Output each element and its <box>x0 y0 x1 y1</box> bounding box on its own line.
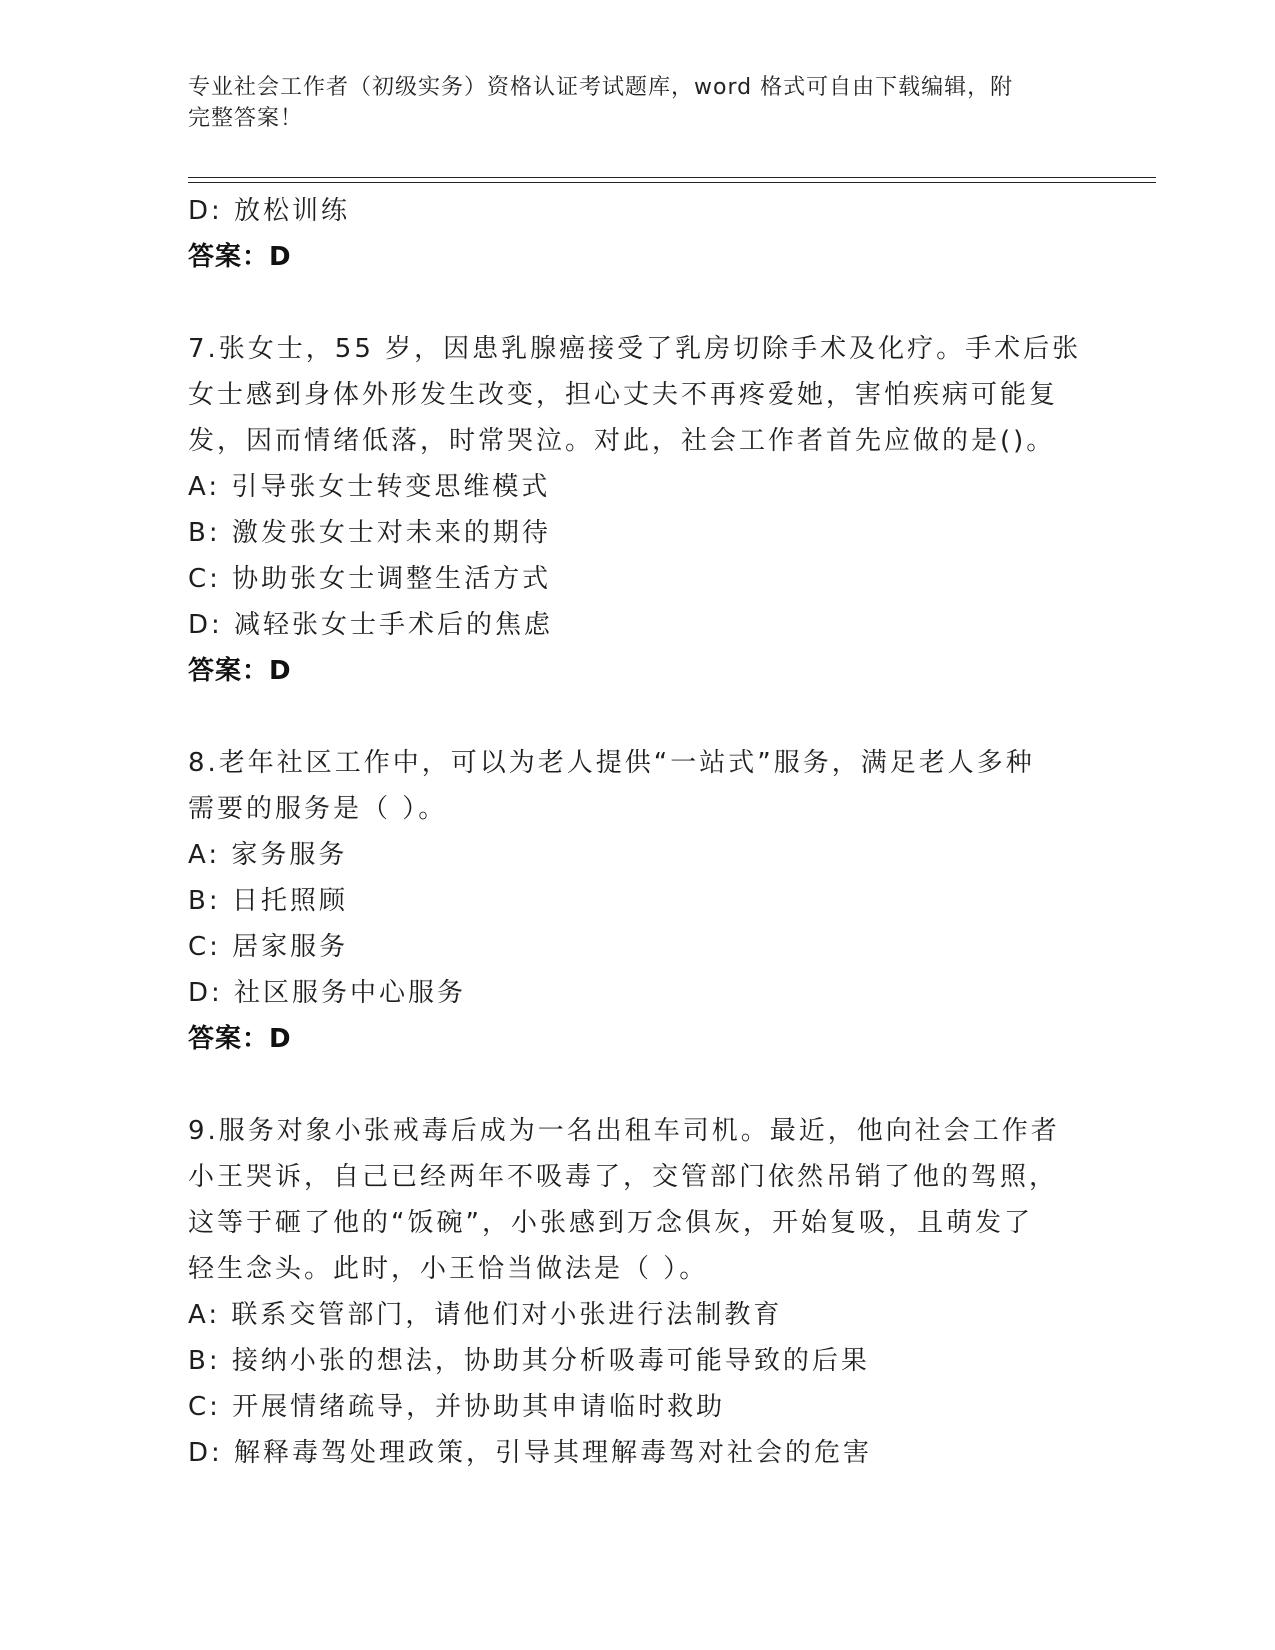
spacer <box>188 280 1088 326</box>
question-7 <box>188 326 1088 694</box>
answer-line: 答案：D <box>188 656 292 686</box>
option-a: A: 家务服务 <box>188 840 348 870</box>
question-stem-line: 这等于砸了他的“饭碗”，小张感到万念俱灰，开始复吸，且萌发了 <box>188 1208 1033 1238</box>
option-c: C: 协助张女士调整生活方式 <box>188 564 552 594</box>
option-d: D: 解释毒驾处理政策，引导其理解毒驾对社会的危害 <box>188 1438 873 1468</box>
header-line-2: 完整答案！ <box>188 106 304 131</box>
question-content <box>188 188 1088 1476</box>
question-6-fragment <box>188 188 1088 280</box>
question-stem-line: 7.张女士，55 岁，因患乳腺癌接受了乳房切除手术及化疗。手术后张 <box>188 334 1082 364</box>
header-divider-bottom <box>188 182 1156 183</box>
spacer <box>188 1062 1088 1108</box>
page-header <box>188 72 1068 134</box>
header-divider-top <box>188 177 1156 178</box>
question-stem-line: 小王哭诉，自己已经两年不吸毒了，交管部门依然吊销了他的驾照， <box>188 1162 1059 1192</box>
option-c: C: 居家服务 <box>188 932 349 962</box>
option-d: D: 减轻张女士手术后的焦虑 <box>188 610 554 640</box>
option-b: B: 激发张女士对未来的期待 <box>188 518 551 548</box>
answer-line: 答案：D <box>188 1024 292 1054</box>
option-a: A: 引导张女士转变思维模式 <box>188 472 551 502</box>
option-d: D: 放松训练 <box>188 196 351 226</box>
option-d: D: 社区服务中心服务 <box>188 978 467 1008</box>
option-a: A: 联系交管部门，请他们对小张进行法制教育 <box>188 1300 783 1330</box>
question-stem-line: 9.服务对象小张戒毒后成为一名出租车司机。最近，他向社会工作者 <box>188 1116 1060 1146</box>
question-stem-line: 女士感到身体外形发生改变，担心丈夫不再疼爱她，害怕疾病可能复 <box>188 380 1059 410</box>
answer-line: 答案：D <box>188 242 292 272</box>
option-b: B: 接纳小张的想法，协助其分析吸毒可能导致的后果 <box>188 1346 870 1376</box>
header-line-1: 专业社会工作者（初级实务）资格认证考试题库，word 格式可自由下载编辑，附 <box>188 75 1014 100</box>
question-stem-line: 发，因而情绪低落，时常哭泣。对此，社会工作者首先应做的是()。 <box>188 426 1056 456</box>
option-c: C: 开展情绪疏导，并协助其申请临时救助 <box>188 1392 726 1422</box>
question-8 <box>188 740 1088 1062</box>
question-stem-line: 8.老年社区工作中，可以为老人提供“一站式”服务，满足老人多种 <box>188 748 1035 778</box>
question-9 <box>188 1108 1088 1476</box>
question-stem-line: 需要的服务是（ ）。 <box>188 794 448 824</box>
option-b: B: 日托照顾 <box>188 886 348 916</box>
spacer <box>188 694 1088 740</box>
question-stem-line: 轻生念头。此时，小王恰当做法是（ ）。 <box>188 1254 709 1284</box>
